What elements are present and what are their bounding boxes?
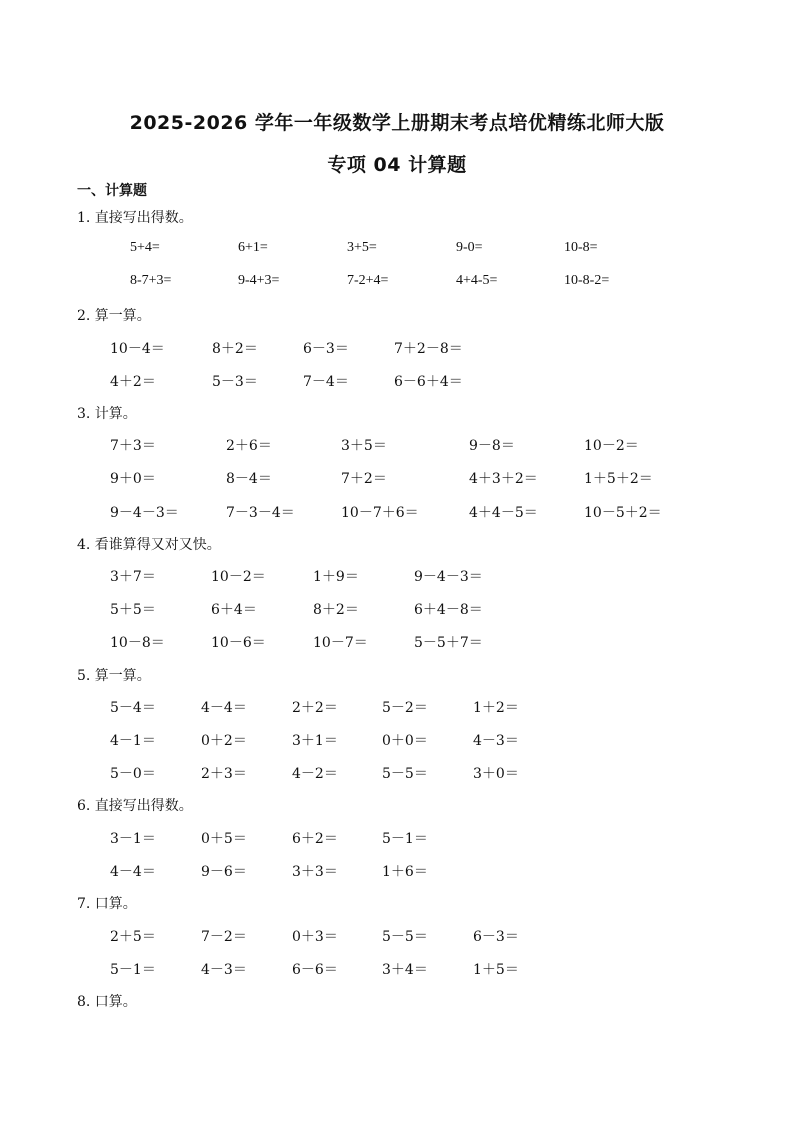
problem: 4＋3＋2＝ xyxy=(469,471,538,487)
problem: 4－4＝ xyxy=(201,700,247,716)
problem: 5－5＝ xyxy=(382,929,428,945)
problem: 4＋2＝ xyxy=(110,374,156,390)
problem: 2＋5＝ xyxy=(110,929,156,945)
problem: 4－3＝ xyxy=(473,733,519,749)
problem: 5－0＝ xyxy=(110,766,156,782)
problem: 10－7＋6＝ xyxy=(341,505,419,521)
problem: 4－1＝ xyxy=(110,733,156,749)
problem: 5－1＝ xyxy=(110,962,156,978)
problem: 6＋2＝ xyxy=(292,831,338,847)
problem: 1＋2＝ xyxy=(473,700,519,716)
problem: 0＋5＝ xyxy=(201,831,247,847)
problem: 2＋6＝ xyxy=(226,438,272,454)
problem: 7－3－4＝ xyxy=(226,505,295,521)
problem: 3＋5＝ xyxy=(341,438,387,454)
problem: 4－2＝ xyxy=(292,766,338,782)
problem: 3＋7＝ xyxy=(110,569,156,585)
problem: 6＋4＝ xyxy=(211,602,257,618)
problem: 5－5＋7＝ xyxy=(414,635,483,651)
problem: 9－4－3＝ xyxy=(110,505,179,521)
question-5-label: 5. 算一算。 xyxy=(77,668,151,684)
question-6-label: 6. 直接写出得数。 xyxy=(77,798,193,814)
problem: 3＋4＝ xyxy=(382,962,428,978)
question-1-label: 1. 直接写出得数。 xyxy=(77,210,193,226)
problem: 4－3＝ xyxy=(201,962,247,978)
problem: 4＋4－5＝ xyxy=(469,505,538,521)
page-subtitle: 专项 04 计算题 xyxy=(327,154,467,176)
problem: 10－4＝ xyxy=(110,341,165,357)
problem: 10-8= xyxy=(564,240,598,255)
problem: 5－3＝ xyxy=(212,374,258,390)
section-heading: 一、计算题 xyxy=(77,183,147,199)
problem: 6－6＝ xyxy=(292,962,338,978)
problem: 3+5= xyxy=(347,240,377,255)
problem: 5＋5＝ xyxy=(110,602,156,618)
problem: 9-4+3= xyxy=(238,273,280,288)
problem: 7－4＝ xyxy=(303,374,349,390)
problem: 7-2+4= xyxy=(347,273,389,288)
problem: 2＋2＝ xyxy=(292,700,338,716)
problem: 10-8-2= xyxy=(564,273,610,288)
question-7-label: 7. 口算。 xyxy=(77,896,137,912)
problem: 5－2＝ xyxy=(382,700,428,716)
problem: 4－4＝ xyxy=(110,864,156,880)
problem: 8－4＝ xyxy=(226,471,272,487)
problem: 6+1= xyxy=(238,240,268,255)
problem: 1＋6＝ xyxy=(382,864,428,880)
problem: 6－3＝ xyxy=(473,929,519,945)
problem: 7＋3＝ xyxy=(110,438,156,454)
question-4-label: 4. 看谁算得又对又快。 xyxy=(77,537,221,553)
problem: 10－6＝ xyxy=(211,635,266,651)
problem: 8＋2＝ xyxy=(212,341,258,357)
problem: 9－6＝ xyxy=(201,864,247,880)
problem: 9＋0＝ xyxy=(110,471,156,487)
question-2-label: 2. 算一算。 xyxy=(77,308,151,324)
problem: 6－3＝ xyxy=(303,341,349,357)
problem: 9－8＝ xyxy=(469,438,515,454)
problem: 5－4＝ xyxy=(110,700,156,716)
problem: 6－6＋4＝ xyxy=(394,374,463,390)
problem: 3－1＝ xyxy=(110,831,156,847)
problem: 0＋0＝ xyxy=(382,733,428,749)
problem: 5+4= xyxy=(130,240,160,255)
problem: 10－2＝ xyxy=(211,569,266,585)
problem: 3＋0＝ xyxy=(473,766,519,782)
problem: 5－5＝ xyxy=(382,766,428,782)
question-8-label: 8. 口算。 xyxy=(77,994,137,1010)
problem: 10－8＝ xyxy=(110,635,165,651)
problem: 1＋5＝ xyxy=(473,962,519,978)
problem: 8＋2＝ xyxy=(313,602,359,618)
problem: 9-0= xyxy=(456,240,483,255)
problem: 3＋1＝ xyxy=(292,733,338,749)
problem: 7－2＝ xyxy=(201,929,247,945)
problem: 10－7＝ xyxy=(313,635,368,651)
problem: 0＋3＝ xyxy=(292,929,338,945)
problem: 4+4-5= xyxy=(456,273,498,288)
problem: 5－1＝ xyxy=(382,831,428,847)
question-3-label: 3. 计算。 xyxy=(77,406,137,422)
problem: 7＋2＝ xyxy=(341,471,387,487)
problem: 2＋3＝ xyxy=(201,766,247,782)
problem: 8-7+3= xyxy=(130,273,172,288)
problem: 3＋3＝ xyxy=(292,864,338,880)
problem: 6＋4－8＝ xyxy=(414,602,483,618)
problem: 1＋9＝ xyxy=(313,569,359,585)
problem: 1＋5＋2＝ xyxy=(584,471,653,487)
problem: 9－4－3＝ xyxy=(414,569,483,585)
page-title: 2025-2026 学年一年级数学上册期末考点培优精练北师大版 xyxy=(129,112,665,134)
problem: 10－5＋2＝ xyxy=(584,505,662,521)
problem: 10－2＝ xyxy=(584,438,639,454)
problem: 7＋2－8＝ xyxy=(394,341,463,357)
problem: 0＋2＝ xyxy=(201,733,247,749)
